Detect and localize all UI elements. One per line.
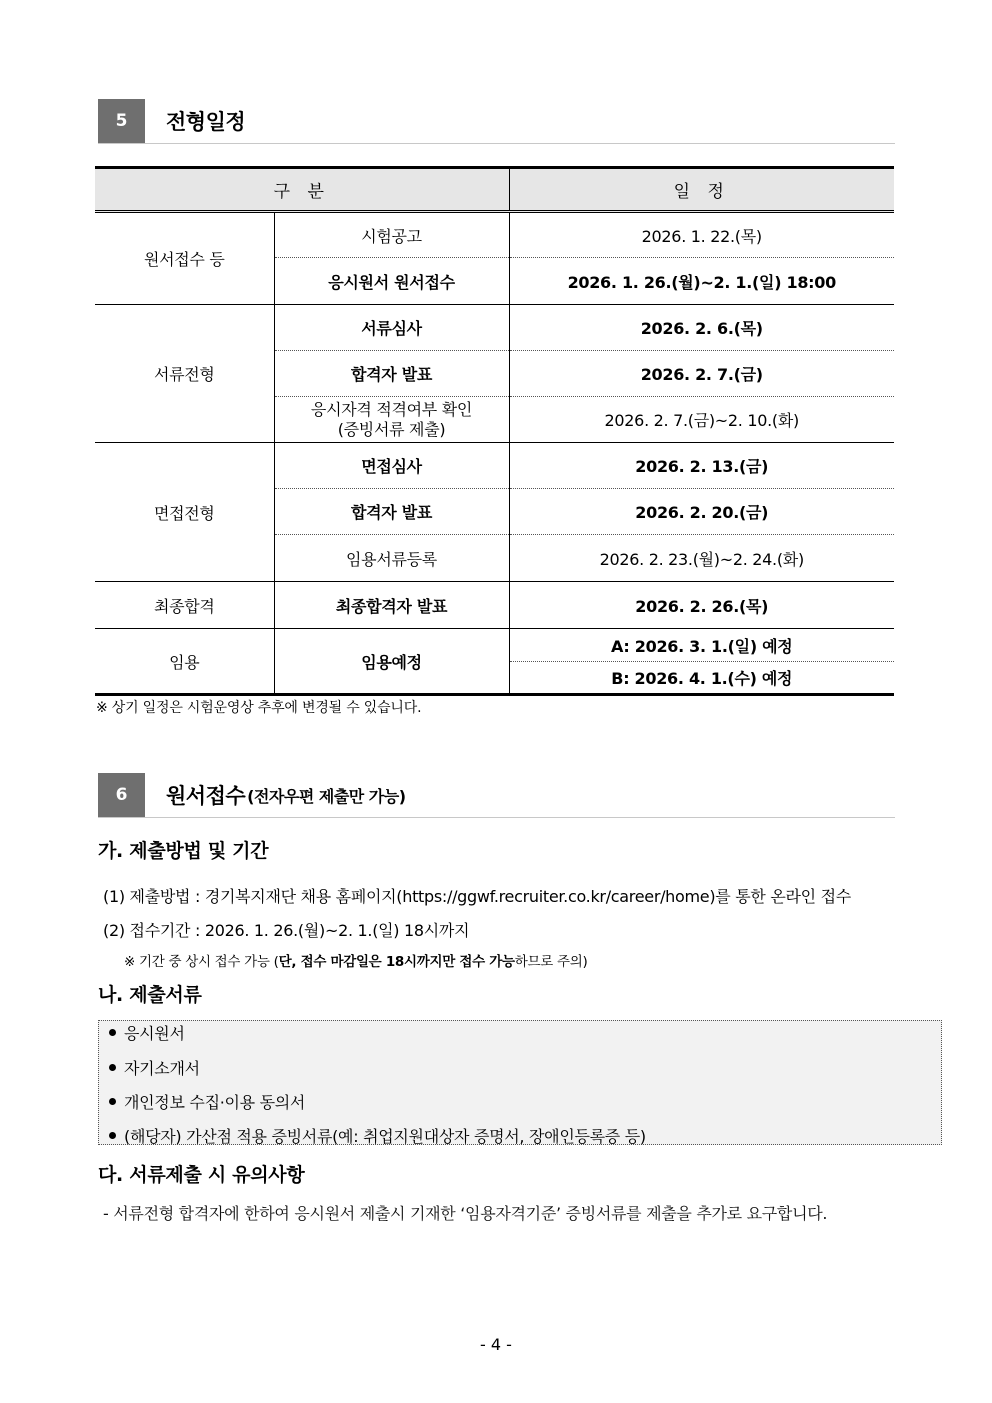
- submission-method-line: (1) 제출방법 : 경기복지재단 채용 홈페이지(https://ggwf.recruiter.co.kr/career/home)를 통한 온라인 접수: [103, 887, 851, 906]
- section-title: [166, 773, 406, 817]
- schedule-table: [95, 166, 894, 696]
- sub-cell: 응시원서 원서접수: [274, 258, 509, 305]
- list-item: 응시원서: [109, 1021, 185, 1044]
- sub-line-1: 응시자격 적격여부 확인: [310, 399, 473, 419]
- sub-cell: [274, 397, 509, 443]
- table-row: [95, 582, 894, 629]
- date-cell-b: B: 2026. 4. 1.(수) 예정: [509, 662, 894, 695]
- date-cell: 2026. 2. 7.(금): [509, 351, 894, 397]
- section-5-header: [98, 99, 895, 144]
- table-header-schedule: 일 정: [509, 168, 894, 212]
- section-title-main: 원서접수: [166, 784, 246, 808]
- group-cell: 원서접수 등: [95, 212, 274, 305]
- date-cell: 2026. 1. 22.(목): [509, 212, 894, 258]
- note-text-end: 하므로 주의): [514, 954, 588, 970]
- section-6-header: [98, 773, 895, 818]
- heading-documents: 나. 제출서류: [98, 984, 202, 1006]
- schedule-note: ※ 상기 일정은 시험운영상 추후에 변경될 수 있습니다.: [96, 700, 422, 716]
- date-cell: 2026. 2. 23.(월)~2. 24.(화): [509, 535, 894, 582]
- page-number: - 4 -: [480, 1335, 512, 1354]
- table-header-category: 구 분: [95, 168, 509, 212]
- heading-precautions: 다. 서류제출 시 유의사항: [98, 1164, 305, 1186]
- bullet-icon: [109, 1132, 116, 1139]
- sub-cell: 합격자 발표: [274, 489, 509, 535]
- heading-submission-method: 가. 제출방법 및 기간: [98, 840, 269, 862]
- group-cell: 임용: [95, 629, 274, 695]
- date-cell: 2026. 2. 6.(목): [509, 305, 894, 351]
- date-cell: 2026. 2. 20.(금): [509, 489, 894, 535]
- list-item: (해당자) 가산점 적용 증빙서류(예: 취업지원대상자 증명서, 장애인등록증 등): [109, 1124, 646, 1147]
- sub-line-2: (증빙서류 제출): [337, 419, 446, 439]
- bullet-icon: [109, 1029, 116, 1036]
- sub-cell: 임용서류등록: [274, 535, 509, 582]
- group-cell: 면접전형: [95, 443, 274, 582]
- section-number: 5: [98, 99, 145, 143]
- precaution-line: - 서류전형 합격자에 한하여 응시원서 제출시 기재한 ‘임용자격기준’ 증빙서류를 제출을 추가로 요구합니다.: [103, 1204, 828, 1223]
- group-cell: 최종합격: [95, 582, 274, 629]
- bullet-icon: [109, 1098, 116, 1105]
- bullet-icon: [109, 1064, 116, 1071]
- sub-cell: 시험공고: [274, 212, 509, 258]
- date-cell: 2026. 1. 26.(월)~2. 1.(일) 18:00: [509, 258, 894, 305]
- note-bold-text: 단, 접수 마감일은 18시까지만 접수 가능: [278, 954, 515, 970]
- sub-cell: 합격자 발표: [274, 351, 509, 397]
- table-row: [95, 629, 894, 662]
- list-item: 자기소개서: [109, 1056, 200, 1079]
- date-cell: 2026. 2. 7.(금)~2. 10.(화): [509, 397, 894, 443]
- table-row: [95, 305, 894, 351]
- sub-cell: 면접심사: [274, 443, 509, 489]
- sub-cell: 서류심사: [274, 305, 509, 351]
- date-cell: 2026. 2. 13.(금): [509, 443, 894, 489]
- table-row: [95, 443, 894, 489]
- sub-cell: 최종합격자 발표: [274, 582, 509, 629]
- submission-note: [124, 950, 587, 970]
- section-number: 6: [98, 773, 145, 817]
- table-row: [95, 212, 894, 258]
- date-cell: 2026. 2. 26.(목): [509, 582, 894, 629]
- documents-box: [98, 1020, 942, 1145]
- section-title-sub: (전자우편 제출만 가능): [247, 786, 406, 806]
- sub-cell: 임용예정: [274, 629, 509, 695]
- section-title: 전형일정: [166, 110, 246, 134]
- submission-period-line: (2) 접수기간 : 2026. 1. 26.(월)~2. 1.(일) 18시까지: [103, 921, 470, 940]
- group-cell: 서류전형: [95, 305, 274, 443]
- list-item: 개인정보 수집·이용 동의서: [109, 1090, 305, 1113]
- note-text: ※ 기간 중 상시 접수 가능 (: [124, 954, 279, 970]
- date-cell-a: A: 2026. 3. 1.(일) 예정: [509, 629, 894, 662]
